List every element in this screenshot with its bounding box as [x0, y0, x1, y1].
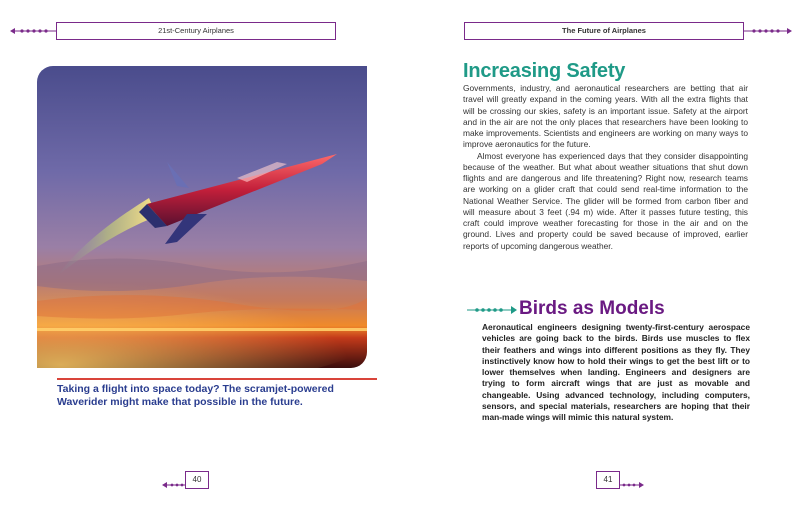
- heading-birds-as-models: Birds as Models: [519, 298, 665, 319]
- page-number-ornament-left: [162, 476, 186, 494]
- caption-rule: [57, 378, 377, 380]
- heading-ornament: [463, 298, 517, 322]
- heading-increasing-safety: Increasing Safety: [463, 60, 626, 82]
- page-number-right: 41: [596, 471, 620, 489]
- page-number-ornament-right: [620, 476, 644, 494]
- section-birds-as-models-body: Aeronautical engineers designing twenty-first-century aerospace vehicles are going back to the birds. Birds use muscles to flex their feathers and wings into different positions as they fly. They instinctively know how to hold their wings to get the best lift or to lower themselves when landing. Engineers and designers are trying to form aircraft wings that are just as movable and changeable. Using advanced technology, including computers, sensors, and special materials, researchers are hoping that their man-made wings will mimic this natural system.: [482, 322, 750, 423]
- page-number-left: 40: [185, 471, 209, 489]
- running-head-right: The Future of Airplanes: [464, 22, 744, 40]
- running-head-left: 21st-Century Airplanes: [56, 22, 336, 40]
- waverider-illustration: [37, 66, 367, 368]
- section-increasing-safety-body: [463, 83, 748, 252]
- running-head-ornament-right: [744, 27, 792, 35]
- paragraph: Almost everyone has experienced days that they consider disappointing because of the weather. But what about weather situations that shut down flights and are dangerous and life threatening? Right now, research teams are working on a glider craft that could send real-time information to the National Weather Service. The glider will be formed from carbon fiber and will measure about 3 feet (.94 m) wide. After it passes future testing, this craft could improve weather forecasting for those in the air and on the ground. Lives and property could be saved because of improved, earlier reports of upcoming dangerous weather.: [463, 150, 748, 251]
- figure-caption: Taking a flight into space today? The scramjet-powered Waverider might make that possible in the future.: [57, 383, 334, 408]
- paragraph: Governments, industry, and aeronautical researchers are betting that air travel will greatly expand in the coming years. With all the extra flights that will be crossing our skies, safety is an important issue. Safety at the airport and in the air are not the only places that researchers have been looking to make improvements. Scientists and engineers are working on many ways to improve aeronautics for the future.: [463, 83, 748, 150]
- running-head-ornament-left: [10, 27, 56, 35]
